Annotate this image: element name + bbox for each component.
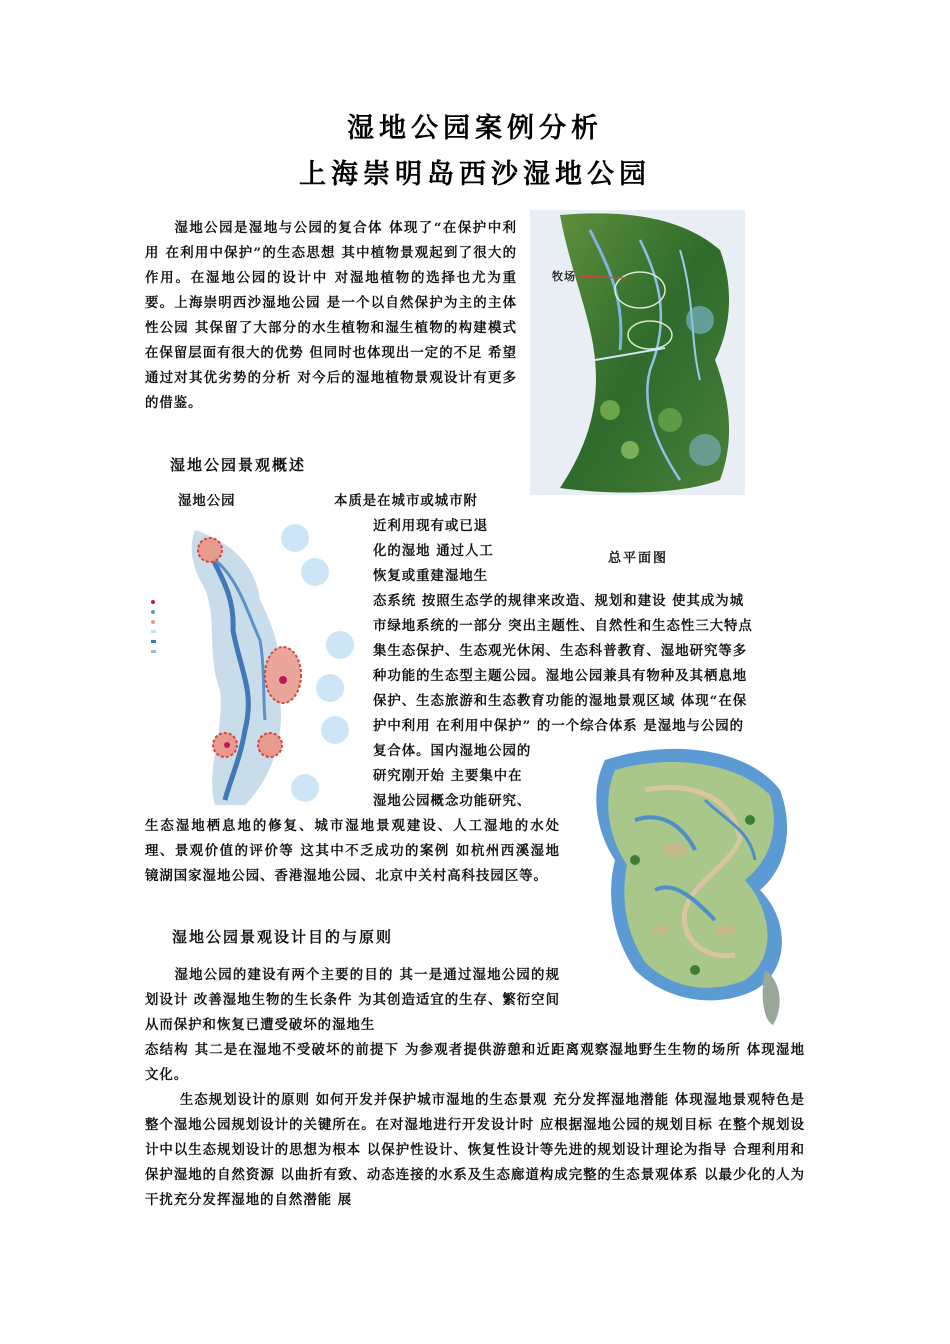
section-heading-overview: 湿地公园景观概述 xyxy=(170,456,307,474)
section1-line-5: 态系统 按照生态学的规律来改造、规划和建设 使其成为城 xyxy=(373,593,745,609)
section1-line-9: 保护、生态旅游和生态教育功能的湿地景观区域 体现“在保 xyxy=(373,693,748,709)
section1-line-1: 本质是在城市或城市附 xyxy=(334,493,478,509)
section1-continuation: 生态湿地栖息地的修复、城市湿地景观建设、人工湿地的水处理、景观价值的评价等 这其中不乏成功的案例 如杭州西溪湿地 镜湖国家湿地公园、香港湿地公园、北京中关村高科技园区等。 xyxy=(145,818,560,884)
master-plan-image xyxy=(575,740,800,1030)
section2-paragraph-wide: 态结构 其二是在湿地不受破坏的前提下 为参观者提供游憩和近距离观察湿地野生生物的场所 体现湿地文化。 xyxy=(145,1042,805,1083)
section1-line-11: 复合体。国内湿地公园的 xyxy=(373,743,532,759)
page-subtitle: 上海崇明岛西沙湿地公园 xyxy=(299,159,651,190)
page-title: 湿地公园案例分析 xyxy=(347,113,603,144)
section1-line-4: 恢复或重建湿地生 xyxy=(373,568,489,584)
section1-line-7: 集生态保护、生态观光休闲、生态科普教育、湿地研究等多 xyxy=(373,643,748,659)
section2-paragraph-narrow: 湿地公园的建设有两个主要的目的 其一是通过湿地公园的规划设计 改善湿地生物的生长条件 为其创造适宜的生存、繁衍空间 从而保护和恢复已遭受破坏的湿地生 xyxy=(145,967,560,1033)
section-heading-principles: 湿地公园景观设计目的与原则 xyxy=(172,928,394,946)
section1-line-2: 近利用现有或已退 xyxy=(373,518,489,534)
section1-line-13: 湿地公园概念功能研究、 xyxy=(373,793,532,809)
section1-line-8: 种功能的生态型主题公园。湿地公园兼具有物种及其栖息地 xyxy=(373,668,748,684)
master-plan-caption: 总平面图 xyxy=(608,551,669,566)
lead-term: 湿地公园 xyxy=(178,493,236,509)
map-label-pasture: 牧场 xyxy=(552,270,576,283)
section1-line-6: 市绿地系统的一部分 突出主题性、自然性和生态性三大特点 xyxy=(373,618,753,634)
aerial-map-image xyxy=(530,210,745,495)
section1-line-12: 研究刚开始 主要集中在 xyxy=(373,768,523,784)
section1-line-3: 化的湿地 通过人工 xyxy=(373,543,494,559)
section2-paragraph-principles: 生态规划设计的原则 如何开发并保护城市湿地的生态景观 充分发挥湿地潜能 体现湿地景观特色是整个湿地公园规划设计的关键所在。在对湿地进行开发设计时 应根据湿地公园的规划目标 在整个规划设计中以生态规划设计的思想为根本 以保护性设计、恢复性设计等先进的规划设计理论为指导 合理利用和保护湿地的自然资源 以曲折有致、动态连接的水系及生态廊道构成完整的生态景观体系 以最少化的人为干扰充分发挥湿地的自然潜能 展 xyxy=(145,1092,805,1208)
zoning-map-image xyxy=(145,520,360,810)
intro-paragraph: 湿地公园是湿地与公园的复合体 体现了“在保护中利用 在利用中保护”的生态思想 其中植物景观起到了很大的作用。在湿地公园的设计中 对湿地植物的选择也尤为重要。上海崇明西沙湿地公园 是一个以自然保护为主的主体性公园 其保留了大部分的水生植物和湿生植物的构建模式 在保留层面有很大的优势 但同时也体现出一定的不足 希望通过对其优劣势的分析 对今后的湿地植物景观设计有更多的借鉴。 xyxy=(145,220,517,411)
section1-line-10: 护中利用 在利用中保护” 的一个综合体系 是湿地与公园的 xyxy=(373,718,745,734)
